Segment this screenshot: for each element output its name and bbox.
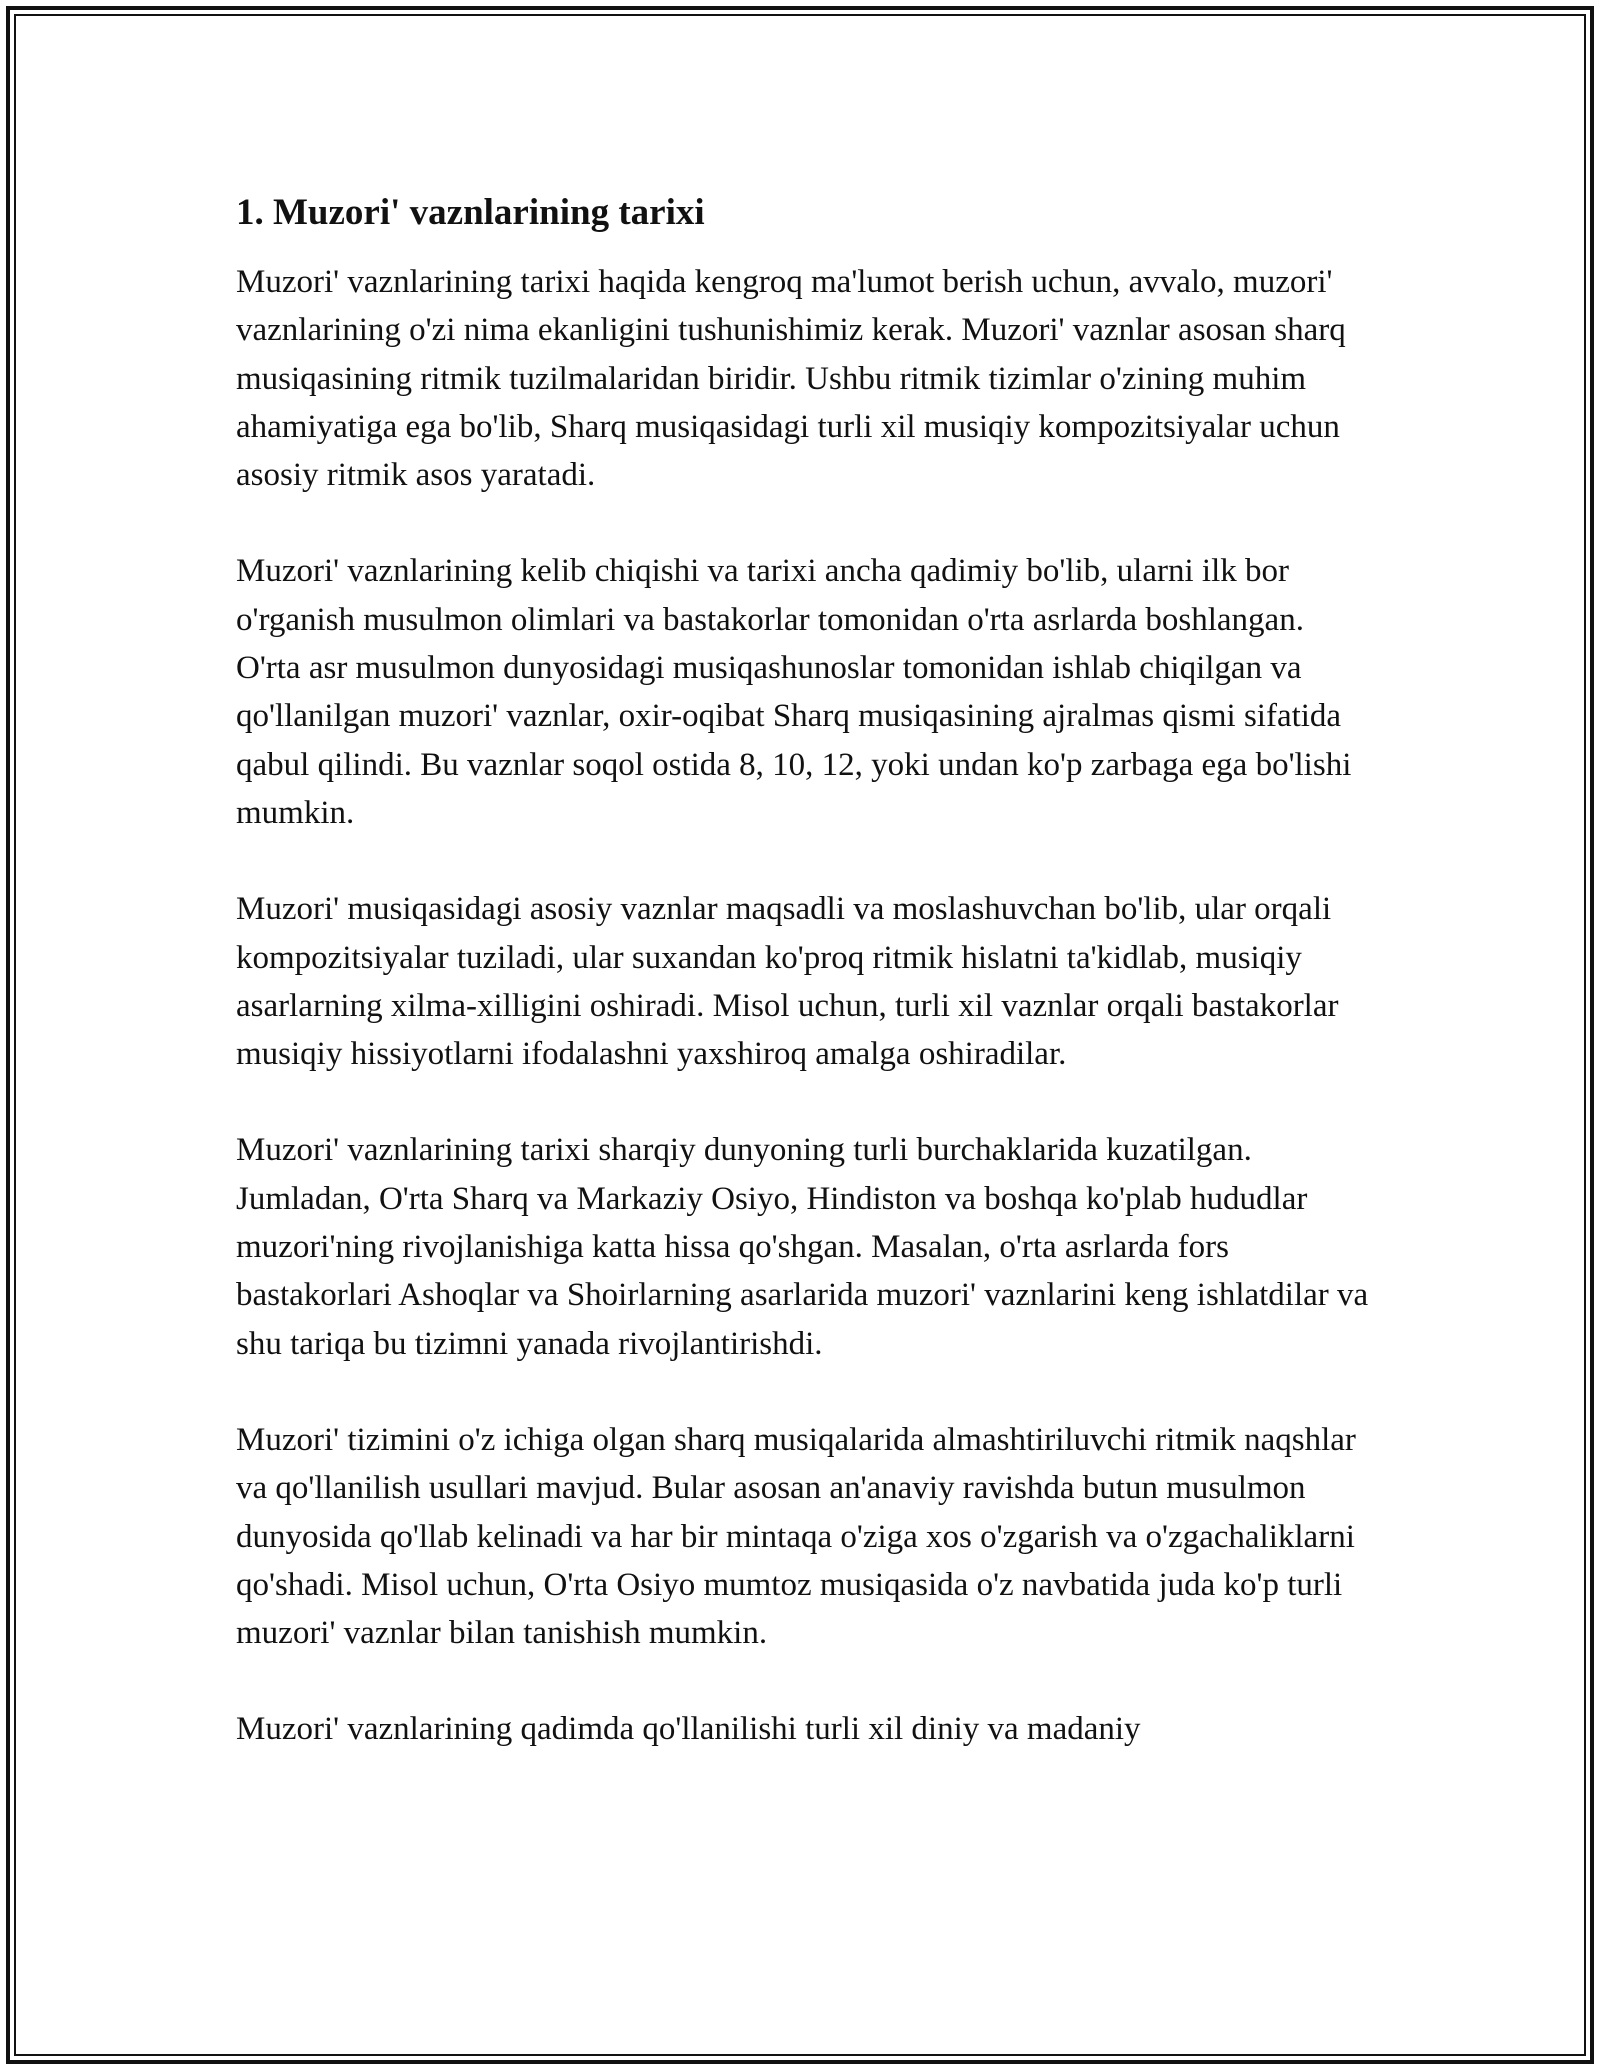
section-title: 1. Muzori' vaznlarining tarixi [236, 192, 705, 233]
paragraph-4: Muzori' vaznlarining tarixi sharqiy dunyoning turli burchaklarida kuzatilgan. Jumladan, O'rta Sharq va Markaziy Osiyo, Hindiston va boshqa ko'plab hududlar muzori'ning rivojlanishiga katta hissa qo'shgan. Masalan, o'rta asrlarda fors bastakorlari Ashoqlar va Shoirlarning asarlarida muzori' vaznlarini keng ishlatdilar va shu tariqa bu tizimni yanada rivojlantirishdi. [236, 1132, 1369, 1362]
paragraph-1: Muzori' vaznlarining tarixi haqida kengroq ma'lumot berish uchun, avvalo, muzori' vaznlarining o'zi nima ekanligini tushunishimiz kerak. Muzori' vaznlar asosan sharq musiqasining ritmik tuzilmalaridan biridir. Ushbu ritmik tizimlar o'zining muhim ahamiyatiga ega bo'lib, Sharq musiqasidagi turli xil musiqiy kompozitsiyalar uchun asosiy ritmik asos yaratadi. [236, 264, 1346, 494]
paragraph-3: Muzori' musiqasidagi asosiy vaznlar maqsadli va moslashuvchan bo'lib, ular orqali kompozitsiyalar tuziladi, ular suxandan ko'proq ritmik hislatni ta'kidlab, musiqiy asarlarning xilma-xilligini oshiradi. Misol uchun, turli xil vaznlar orqali bastakorlar musiqiy hissiyotlarni ifodalashni yaxshiroq amalga oshiradilar. [236, 891, 1339, 1073]
paragraph-2: Muzori' vaznlarining kelib chiqishi va tarixi ancha qadimiy bo'lib, ularni ilk bor o'rganish musulmon olimlari va bastakorlar tomonidan o'rta asrlarda boshlangan. O'rta asr musulmon dunyosidagi musiqashunoslar tomonidan ishlab chiqilgan va qo'llanilgan muzori' vaznlar, oxir-oqibat Sharq musiqasining ajralmas qismi sifatida qabul qilindi. Bu vaznlar soqol ostida 8, 10, 12, yoki undan ko'p zarbaga ega bo'lishi mumkin. [236, 553, 1352, 831]
document-body [236, 187, 1376, 1754]
paragraph-6: Muzori' vaznlarining qadimda qo'llanilishi turli xil diniy va madaniy [236, 1711, 1141, 1748]
paragraph-5: Muzori' tizimini o'z ichiga olgan sharq musiqalarida almashtiriluvchi ritmik naqshlar va qo'llanilish usullari mavjud. Bular asosan an'anaviy ravishda butun musulmon dunyosida qo'llab kelinadi va har bir mintaqa o'ziga xos o'zgarish va o'zgachaliklarni qo'shadi. Misol uchun, O'rta Osiyo mumtoz musiqasida o'z navbatida juda ko'p turli muzori' vaznlar bilan tanishish mumkin. [236, 1421, 1356, 1652]
